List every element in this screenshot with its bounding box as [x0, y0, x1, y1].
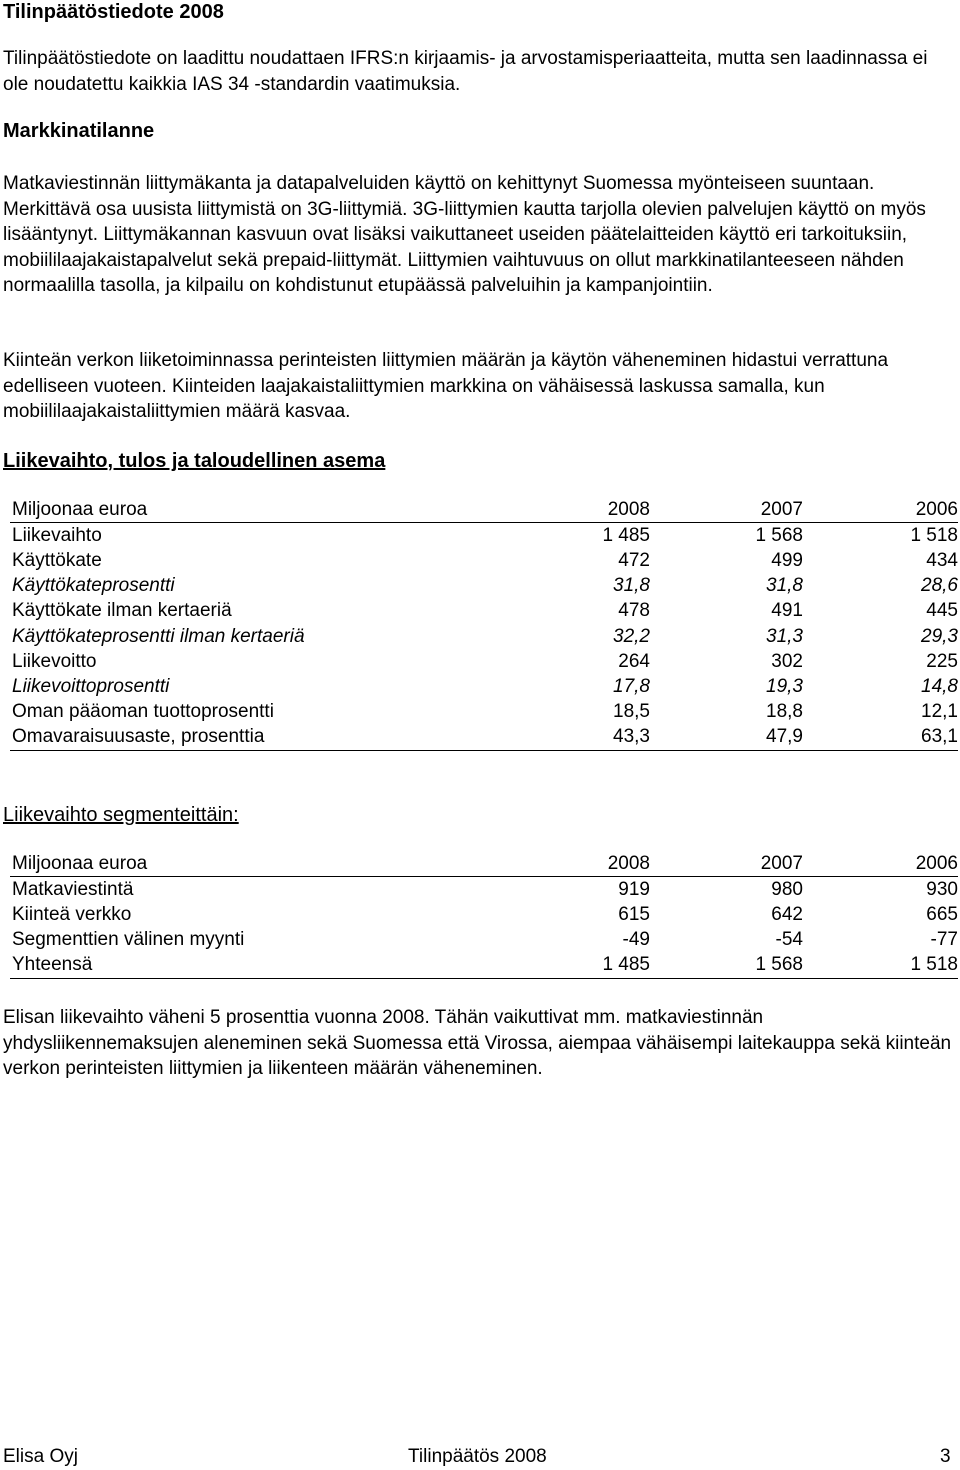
row-label: Käyttökateprosentti ilman kertaeriä: [12, 625, 305, 647]
table-row: [10, 574, 958, 599]
value-2008: 32,2: [613, 625, 650, 647]
market-paragraph: Matkaviestinnän liittymäkanta ja datapalveluiden käyttö on kehittynyt Suomessa myönteiseen suuntaan. Merkittävä osa uusista liittymistä on 3G-liittymiä. 3G-liittymien kautta tarjolla olevien palvelujen käyttö on myös lisääntynyt. Liittymäkannan kasvuun ovat lisäksi vaikuttaneet useiden päätelaitteiden käyttö eri tarkoituksiin, mobiililaajakaistapalvelut sekä prepaid-liittymät. Liittymien vaihtuvuus on ollut markkinatilanteeseen nähden normaalilla tasolla, ja kilpailu on kohdistunut etupäässä palveluihin ja kampanjointiin.: [3, 173, 926, 296]
value-2008: -49: [622, 929, 650, 951]
value-2006: 225: [926, 650, 958, 672]
table-row: [10, 902, 958, 927]
value-2006: -77: [930, 929, 958, 951]
table-row: [10, 523, 958, 549]
row-label: Liikevaihto: [12, 524, 102, 546]
value-2008: 1 485: [602, 524, 650, 546]
value-2008: 264: [618, 650, 650, 672]
document-title: Tilinpäätöstiedote 2008: [3, 1, 224, 23]
value-2008: 478: [618, 600, 650, 622]
row-label: Liikevoittoprosentti: [12, 675, 170, 697]
value-2007: 31,3: [766, 625, 803, 647]
row-label: Segmenttien välinen myynti: [12, 929, 245, 951]
value-2007: 302: [771, 650, 803, 672]
value-2007: 980: [771, 878, 803, 900]
value-2006: 29,3: [921, 625, 958, 647]
financials-table: [10, 497, 958, 751]
table-header-row: [10, 851, 958, 877]
intro-paragraph: Tilinpäätöstiedote on laadittu noudattaen IFRS:n kirjaamis- ja arvostamisperiaatteita, mutta sen laadinnassa ei ole noudatettu kaikkia IAS 34 -standardin vaatimuksia.: [3, 48, 928, 95]
value-2008: 43,3: [432, 725, 650, 751]
row-label: Matkaviestintä: [12, 878, 134, 900]
value-2008: 18,5: [613, 701, 650, 723]
header-cell: Miljoonaa euroa: [10, 851, 432, 877]
header-cell: 2006: [803, 497, 958, 523]
row-label: Liikevoitto: [12, 650, 97, 672]
table-row: [10, 725, 958, 751]
value-2008: 615: [618, 903, 650, 925]
value-2006: 63,1: [803, 725, 958, 751]
value-2006: 28,6: [921, 575, 958, 597]
row-label: Yhteensä: [10, 953, 432, 979]
row-label: Käyttökateprosentti: [12, 575, 175, 597]
table-row: [10, 953, 958, 979]
value-2008: 17,8: [613, 675, 650, 697]
table-header-row: [10, 497, 958, 523]
header-cell: 2008: [432, 851, 650, 877]
value-2007: 19,3: [766, 675, 803, 697]
market-heading: Markkinatilanne: [3, 120, 155, 142]
row-label: Kiinteä verkko: [12, 903, 132, 925]
table-row: [10, 624, 958, 649]
closing-paragraph: Elisan liikevaihto väheni 5 prosenttia vuonna 2008. Tähän vaikuttivat mm. matkaviestinnän yhdysliikennemaksujen aleneminen sekä Suomessa että Virossa, aiempaa vähäisempi laitekauppa sekä kiinteän verkon perinteisten liittymien ja liikenteen määrän väheneminen.: [3, 1007, 952, 1079]
value-2006: 1 518: [910, 524, 958, 546]
table-row: [10, 649, 958, 674]
value-2006: 434: [926, 549, 958, 571]
table-row: [10, 599, 958, 624]
value-2007: 47,9: [650, 725, 803, 751]
table-row: [10, 928, 958, 953]
header-cell: 2008: [432, 497, 650, 523]
header-cell: 2007: [650, 497, 803, 523]
header-cell: 2007: [650, 851, 803, 877]
value-2006: 14,8: [921, 675, 958, 697]
footer-document: Tilinpäätös 2008: [408, 1446, 547, 1467]
value-2007: 642: [771, 903, 803, 925]
table-row: [10, 700, 958, 725]
value-2007: 1 568: [755, 524, 803, 546]
value-2007: 1 568: [650, 953, 803, 979]
value-2007: -54: [775, 929, 803, 951]
row-label: Käyttökate: [12, 549, 102, 571]
value-2008: 472: [618, 549, 650, 571]
value-2007: 18,8: [766, 701, 803, 723]
value-2006: 445: [926, 600, 958, 622]
row-label: Omavaraisuusaste, prosenttia: [10, 725, 432, 751]
value-2007: 499: [771, 549, 803, 571]
value-2006: 930: [926, 878, 958, 900]
value-2006: 665: [926, 903, 958, 925]
footer-company: Elisa Oyj: [3, 1446, 78, 1467]
table-row: [10, 877, 958, 903]
value-2007: 491: [771, 600, 803, 622]
fixed-network-paragraph: Kiinteän verkon liiketoiminnassa perinteisten liittymien määrän ja käytön väheneminen hidastui verrattuna edelliseen vuoteen. Kiinteiden laajakaistaliittymien markkina on vähäisessä laskussa samalla, kun mobiililaajakaistaliittymien määrä kasvaa.: [3, 350, 889, 422]
row-label: Käyttökate ilman kertaeriä: [12, 600, 232, 622]
value-2006: 12,1: [921, 701, 958, 723]
header-cell: 2006: [803, 851, 958, 877]
row-label: Oman pääoman tuottoprosentti: [12, 701, 274, 723]
value-2007: 31,8: [766, 575, 803, 597]
table-row: [10, 674, 958, 699]
table-row: [10, 548, 958, 573]
segments-table: [10, 851, 958, 979]
value-2008: 919: [618, 878, 650, 900]
value-2008: 31,8: [613, 575, 650, 597]
value-2008: 1 485: [432, 953, 650, 979]
value-2006: 1 518: [803, 953, 958, 979]
segments-heading: Liikevaihto segmenteittäin:: [3, 804, 239, 826]
header-cell: Miljoonaa euroa: [10, 497, 432, 523]
financials-heading: Liikevaihto, tulos ja taloudellinen asema: [3, 450, 386, 472]
footer-page-number: 3: [940, 1446, 951, 1467]
